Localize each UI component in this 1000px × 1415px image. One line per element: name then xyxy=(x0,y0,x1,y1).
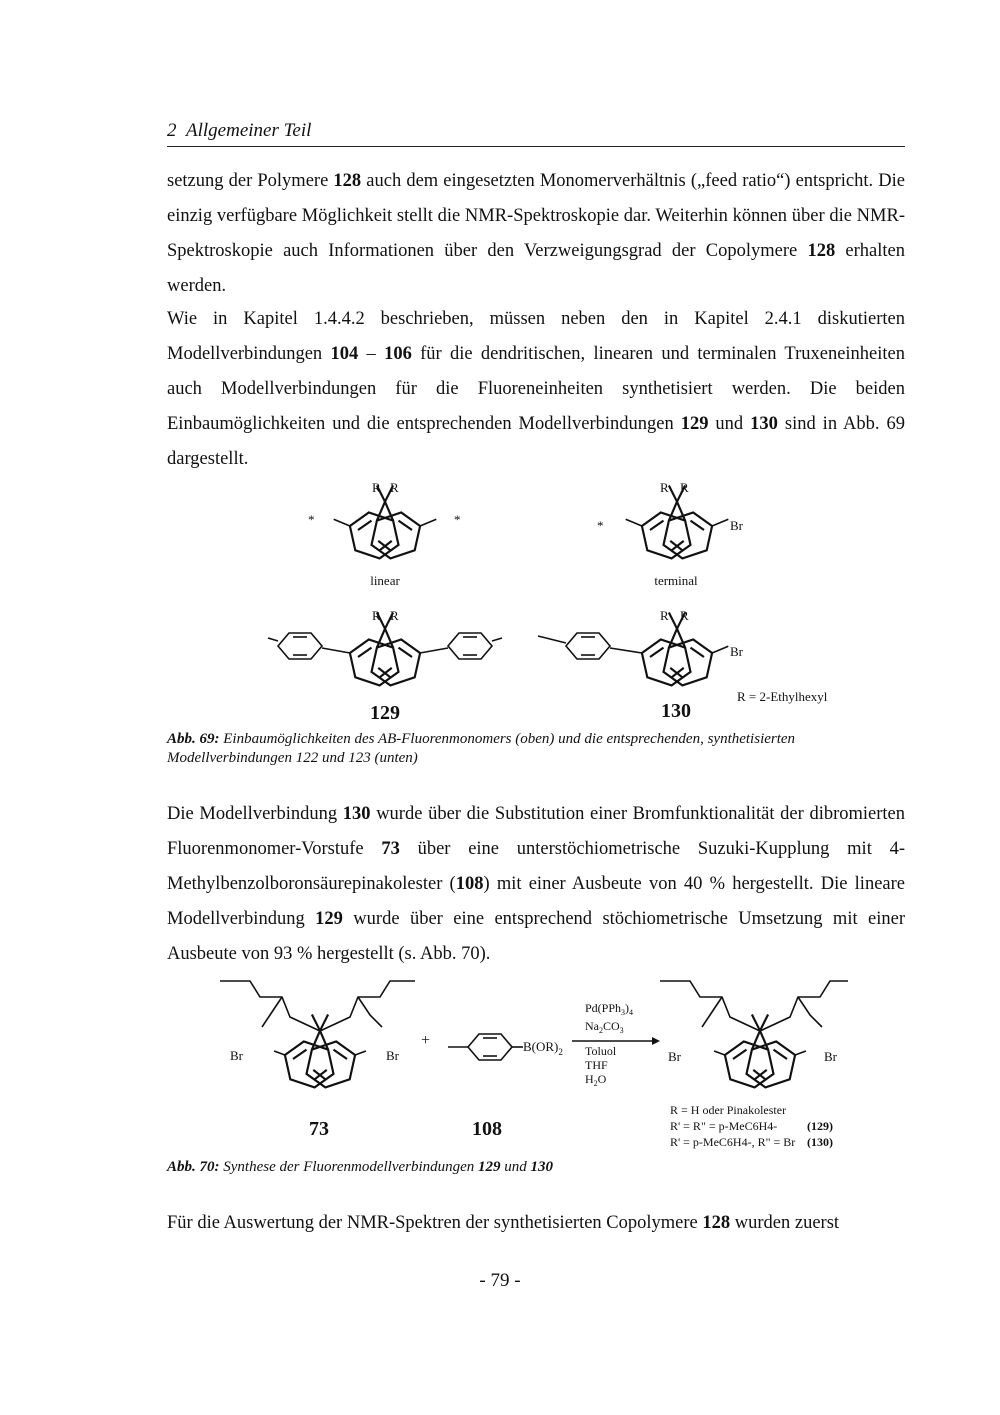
paragraph-1: setzung der Polymere 128 auch dem eingesetzten Monomerverhältnis („feed ratio“) entspricht. Die einzig verfügbare Möglichkeit stellt die NMR-Spektroskopie dar. Weiterhin können über die NMR-Spektroskopie auch Informationen über den Verzweigungsgrad der Copolymere 128 erhalten werden. xyxy=(167,171,905,296)
fig69-star: * xyxy=(308,512,315,527)
figure-70-scheme xyxy=(210,975,850,1155)
paragraph-4: Für die Auswertung der NMR-Spektren der synthetisierten Copolymere 128 wurden zuerst xyxy=(167,1213,840,1233)
fig69-star: * xyxy=(597,518,604,533)
fig69-r-label: R xyxy=(680,608,689,623)
r-definition: R = 2-Ethylhexyl xyxy=(737,689,828,704)
fig69-r-label: R xyxy=(660,480,669,495)
plus-sign: + xyxy=(421,1032,431,1049)
fig70-br: Br xyxy=(386,1048,399,1063)
chapter-number: 2 xyxy=(167,120,177,141)
legend-r: R = H oder Pinakolester xyxy=(670,1103,787,1117)
fig69-r-label: R xyxy=(372,608,381,623)
condition-base: $Na_2CO_3$ xyxy=(585,1019,624,1035)
chapter-title: Allgemeiner Teil xyxy=(186,120,312,141)
fig69-star: * xyxy=(454,512,461,527)
figure-70-caption: Abb. 70: Synthese der Fluorenmodellverbindungen 129 und 130 xyxy=(167,1159,554,1175)
compound-number-129: 129 xyxy=(370,702,400,724)
paragraph-3: Die Modellverbindung 130 wurde über die Substitution einer Bromfunktionalität der dibromierten Fluorenmonomer-Vorstufe 73 über eine unterstöchiometrische Suzuki-Kupplung mit 4-Methylbenzolboronsäurepinakolester (108) mit einer Ausbeute von 40 % hergestellt. Die lineare Modellverbindung 129 wurde über eine entsprechend stöchiometrische Umsetzung mit einer Ausbeute von 93 % hergestellt (s. Abb. 70). xyxy=(167,804,905,964)
label-linear: linear xyxy=(370,573,400,588)
figure-69-structures xyxy=(230,478,870,728)
fig70-br: Br xyxy=(824,1049,837,1064)
figure-69-caption: Abb. 69: Einbaumöglichkeiten des AB-Fluorenmonomers (oben) und die entsprechenden, synthetisierten Modellverbindungen 122 und 123 (unten) xyxy=(167,731,796,766)
legend-130: R' = p-MeC6H4-, R" = Br xyxy=(670,1135,796,1149)
fig69-br: Br xyxy=(730,644,743,659)
condition-water: $H_2O$ xyxy=(585,1072,607,1088)
fig69-br: Br xyxy=(730,518,743,533)
running-header xyxy=(167,120,905,147)
boronic-ester: $B(OR)_2$ xyxy=(523,1039,563,1057)
condition-catalyst: $Pd(PPh_3)_4$ xyxy=(585,1001,634,1017)
fig70-br: Br xyxy=(230,1048,243,1063)
fig70-br: Br xyxy=(668,1049,681,1064)
paragraph-2: Wie in Kapitel 1.4.4.2 beschrieben, müssen neben den in Kapitel 2.4.1 diskutierten Modellverbindungen 104 – 106 für die dendritischen, linearen und terminalen Truxeneinheiten auch Modellverbindungen für die Fluoreneinheiten synthetisiert werden. Die beiden Einbaumöglichkeiten und die entsprechenden Modellverbindungen 129 und 130 sind in Abb. 69 dargestellt. xyxy=(167,309,905,469)
fig69-r-label: R xyxy=(660,608,669,623)
legend-129: R' = R" = p-MeC6H4- xyxy=(670,1119,778,1133)
compound-number-130: 130 xyxy=(661,700,691,722)
fig69-r-label: R xyxy=(680,480,689,495)
fig69-r-label: R xyxy=(390,480,399,495)
condition-solvent-thf: THF xyxy=(585,1058,608,1072)
legend-130-ref: (130) xyxy=(807,1135,833,1149)
condition-solvent-toluene: Toluol xyxy=(585,1044,617,1058)
page-number: - 79 - xyxy=(479,1270,521,1291)
fig69-r-label: R xyxy=(372,480,381,495)
legend-129-ref: (129) xyxy=(807,1119,833,1133)
compound-number-73: 73 xyxy=(309,1118,329,1140)
label-terminal: terminal xyxy=(654,573,698,588)
compound-number-108: 108 xyxy=(472,1118,502,1140)
fig69-r-label: R xyxy=(390,608,399,623)
